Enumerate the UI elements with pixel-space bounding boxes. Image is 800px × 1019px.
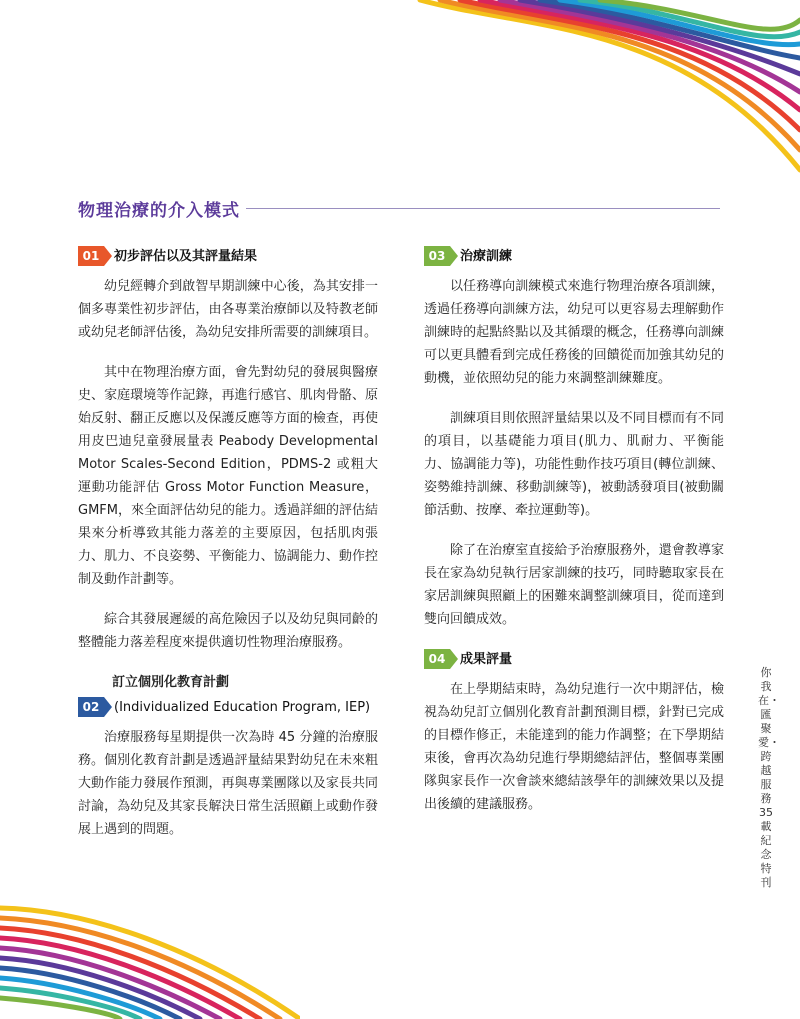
section-03-badge: 03 (424, 246, 450, 266)
rainbow-swoosh-top-right (380, 0, 800, 220)
section-04-badge: 04 (424, 649, 450, 669)
section-04-title: 成果評量 (460, 651, 513, 667)
section-03-paragraph: 除了在治療室直接給予治療服務外，還會教導家長在家為幼兒執行居家訓練的技巧，同時聽取家長在家居訓練與照顧上的困難來調整訓練項目，從而達到雙向回饋成效。 (424, 543, 724, 627)
section-04-paragraph: 在上學期結束時，為幼兒進行一次中期評估，檢視為幼兒訂立個別化教育計劃預測目標，針對已完成的目標作修正，未能達到的能力作調整；在下學期結束後，會再次為幼兒進行學期總結評估，整個專業團隊與家長作一次會談來總結該學年的訓練效果以及提出後續的建議服務。 (424, 682, 724, 812)
rainbow-swoosh-bottom-left (0, 900, 300, 1019)
section-01-heading (78, 245, 378, 267)
section-03-heading (424, 245, 724, 267)
vertical-side-caption: 你我在・匯聚愛・跨越服務35載紀念特刊 (758, 666, 780, 889)
section-03-title: 治療訓練 (460, 248, 513, 264)
title-divider (246, 208, 720, 209)
section-02-heading (78, 696, 378, 718)
section-02-paragraph: 治療服務每星期提供一次為時 45 分鐘的治療服務。個別化教育計劃是透過評量結果對幼兒在未來粗大動作能力發展作預測，再與專業團隊以及家長共同討論，為幼兒及其家長解決日常生活照顧上或動作發展上遇到的問題。 (78, 730, 378, 837)
section-03-paragraph: 訓練項目則依照評量結果以及不同目標而有不同的項目，以基礎能力項目(肌力、肌耐力、平衡能力、協調能力等)，功能性動作技巧項目(轉位訓練、姿勢維持訓練、移動訓練等)，被動誘發項目(被動關節活動、按摩、牽拉運動等)。 (424, 411, 724, 518)
section-03-paragraph: 以任務導向訓練模式來進行物理治療各項訓練，透過任務導向訓練方法，幼兒可以更容易去理解動作訓練時的起點終點以及其循環的概念，任務導向訓練可以更具體看到完成任務後的回饋從而加強其幼兒的動機，並依照幼兒的能力來調整訓練難度。 (424, 279, 724, 386)
section-04-heading (424, 648, 724, 670)
section-01-paragraph: 綜合其發展遲緩的高危險因子以及幼兒與同齡的整體能力落差程度來提供適切性物理治療服務。 (78, 612, 378, 650)
section-02-badge: 02 (78, 697, 104, 717)
section-02-title-line1: 訂立個別化教育計劃 (112, 675, 230, 690)
left-column (78, 245, 378, 858)
right-column (424, 245, 724, 833)
section-02-title-line2: (Individualized Education Program, IEP) (114, 699, 371, 715)
section-01-title: 初步評估以及其評量結果 (114, 248, 258, 264)
section-01-paragraph: 其中在物理治療方面，會先對幼兒的發展與醫療史、家庭環境等作記錄，再進行感官、肌肉骨骼、原始反射、翻正反應以及保護反應等方面的檢查，再使用皮巴迪兒童發展量表 Peabody Developmental Motor Scales-Second Edition，PDMS-2 或粗大運動功能評估 Gross Motor Function Measure，GMFM，來全面評估幼兒的能力。透過詳細的評估結果來分析導致其能力落差的主要原因，包括肌肉張力、肌力、不良姿勢、平衡能力、協調能力、動作控制及動作計劃等。 (78, 365, 378, 587)
section-01-badge: 01 (78, 246, 104, 266)
section-01-paragraph: 幼兒經轉介到啟智早期訓練中心後，為其安排一個多專業性初步評估，由各專業治療師以及特教老師或幼兒老師評估後，為幼兒安排所需要的訓練項目。 (78, 279, 378, 340)
page-title: 物理治療的介入模式 (78, 201, 240, 221)
